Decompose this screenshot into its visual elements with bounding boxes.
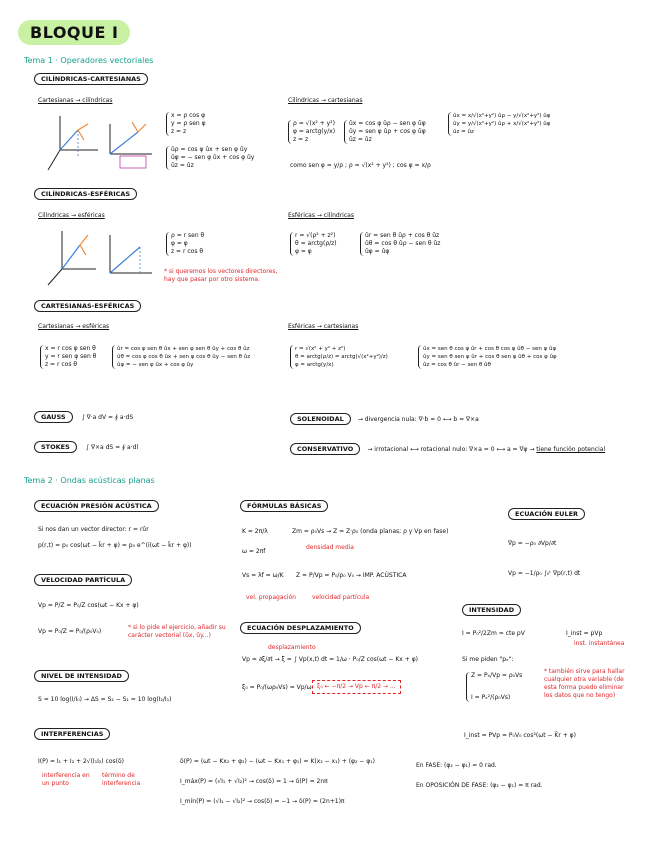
conservativo-eq: → irrotacional ⟷ rotacional nulo: ∇×a = 0 ⟷ a = ∇φ → — [367, 446, 537, 453]
interf-fase: En FASE: (φ₂ − φ₁) = 0 rad. — [416, 762, 497, 769]
spherical-diagram — [40, 225, 160, 289]
desplaz-eq2: ξ₀ = P₀/(ωρ₀Vs) = Vp/ω — [242, 684, 312, 691]
cil-cart-eq1-2: z = z — [171, 128, 187, 135]
cart-esf-req1-2: φ = arctg(y/x) — [295, 362, 334, 368]
cil-cart-right-sub: Cilíndricas → cartesianas — [288, 97, 363, 104]
cil-cart-req1-1: φ = arctg(y/x) — [293, 128, 336, 135]
pill-euler: ECUACIÓN EULER — [508, 508, 585, 520]
cart-esf-right-sub: Esféricas → cartesianas — [288, 323, 359, 330]
interf-eq2: δ(P) = (ωt − Kx₂ + φ₂) − (ωt − Kx₁ + φ₁) = K(x₂ − x₁) + (φ₂ − φ₁) — [180, 758, 375, 765]
pill-cil-cart: CILÍNDRICAS-CARTESIANAS — [34, 73, 148, 85]
pill-desplaz: ECUACIÓN DESPLAZAMIENTO — [240, 622, 361, 634]
intensidad-line: Si me piden "pₑ": — [462, 656, 514, 663]
solenoidal-eq: → divergencia nula: ∇·b = 0 ⟷ b = ∇×a — [357, 416, 479, 423]
cil-esf-eq1-0: ρ = r sen θ — [171, 232, 205, 239]
formulas-w: ω = 2πf — [242, 548, 266, 555]
velocidad-note: * si lo pide el ejercicio, añadir su carácter vectorial (ûx, ûy...) — [128, 624, 226, 639]
desplaz-eq1: Vp = ∂ξ/∂t → ξ = ∫ Vp(x,t) dt = 1/ω · P₀/Z cos(ωt − Kx + φ) — [242, 656, 418, 663]
cil-cart-req2-2: ûz = ûz — [349, 136, 372, 143]
cil-esf-req2-2: ûφ = ûφ — [365, 248, 390, 255]
pill-cil-esf: CILÍNDRICAS-ESFÉRICAS — [34, 188, 137, 200]
desplaz-eq1-note: desplazamiento — [268, 644, 316, 651]
cart-esf-eq1-1: y = r sen φ sen θ — [45, 353, 97, 360]
tema2-title: Tema 2 · Ondas acústicas planas — [24, 476, 155, 485]
pill-cart-esf: CARTESIANAS-ESFÉRICAS — [34, 300, 141, 312]
interf-note1: interferencia en un punto — [42, 772, 90, 787]
cil-esf-right-sub: Esféricas → cilíndricas — [288, 212, 354, 219]
cil-cart-req2-1: ûy = sen φ ûρ + cos φ ûφ — [349, 128, 426, 135]
cart-esf-eq2-0: ûr = cos φ sen θ ûx + sen φ sen θ ûy + cos θ ûz — [117, 346, 250, 352]
conservativo-tail: tiene función potencial — [536, 446, 606, 453]
cil-cart-eq2-2: ûz = ûz — [171, 162, 194, 169]
intensidad-eq2-1: I = Pₑ²/(ρ₀Vs) — [471, 694, 511, 701]
gauss-eq: ∫ ∇·a dV = ∮ a·dS — [81, 414, 134, 421]
cil-cart-eq1-0: x = ρ cos φ — [171, 112, 206, 119]
cart-esf-req2-1: ûy = sen θ sen φ ûr + cos θ sen φ ûθ + cos φ ûφ — [423, 354, 557, 360]
cil-cart-eq2-0: ûρ = cos φ ûx + sen φ ûy — [171, 146, 248, 153]
cil-esf-note: * si queremos los vectores directores, hay que pasar por otro sistema. — [164, 268, 278, 283]
cil-esf-req1-1: θ = arctg(ρ/z) — [295, 240, 337, 247]
cil-esf-eq1-1: φ = φ — [171, 240, 188, 247]
formulas-z: Z = P/Vp = P₀/ρ₀ V₀ → IMP. ACÚSTICA — [296, 572, 407, 579]
cil-cart-req1-0: ρ = √(x² + y²) — [293, 120, 335, 127]
intensidad-eq1: I = P₀²/2Zm = cte pV — [462, 630, 525, 637]
cil-cart-eq2-1: ûφ = − sen φ ûx + cos φ ûy — [171, 154, 255, 161]
interf-eq3: I_máx(P) = (√I₁ + √I₂)² → cos(δ) = 1 → δ(P) = 2nπ — [180, 778, 328, 785]
cil-esf-req2-0: ûr = sen θ ûρ + cos θ ûz — [365, 232, 440, 239]
velocidad-eq1: Vp = P/Z = P₀/Z cos(ωt − Kx + φ) — [38, 602, 139, 609]
cart-esf-eq2-2: ûφ = − sen φ ûx + cos φ ûy — [117, 362, 194, 368]
cil-cart-req1-2: z = z — [293, 136, 309, 143]
cil-cart-req2-0: ûx = cos φ ûρ − sen φ ûφ — [349, 120, 426, 127]
pill-velocidad: VELOCIDAD PARTÍCULA — [34, 574, 132, 586]
cart-esf-eq1-2: z = r cos θ — [45, 361, 78, 368]
cil-cart-req3-0: ûx = x/√(x²+y²) ûρ − y/√(x²+y²) ûφ — [453, 113, 551, 119]
interf-eq4: I_mín(P) = (√I₁ − √I₂)² → cos(δ) = −1 → δ(P) = (2n+1)π — [180, 798, 345, 805]
formulas-vel-part: velocidad partícula — [312, 594, 370, 601]
cil-cart-como: como sen φ = y/ρ ; ρ = √(x² + y²) ; cos φ = x/ρ — [290, 162, 431, 169]
pill-interferencias: INTERFERENCIAS — [34, 728, 110, 740]
intensidad-eq1b-note: inst. instantánea — [574, 640, 625, 647]
cart-esf-left-sub: Cartesianas → esféricas — [38, 323, 110, 330]
page-title: BLOQUE I — [18, 20, 130, 45]
cil-cart-eq1-1: y = ρ sen φ — [171, 120, 206, 127]
cil-esf-req1-0: r = √(ρ² + z²) — [295, 232, 336, 239]
nivel-eq: S = 10 log(I/I₀) → ΔS = S₂ − S₁ = 10 log(I₂/I₁) — [38, 696, 172, 703]
cil-cart-req3-1: ûy = y/√(x²+y²) ûρ + x/√(x²+y²) ûφ — [453, 121, 551, 127]
pill-nivel: NIVEL DE INTENSIDAD — [34, 670, 129, 682]
pill-stokes: STOKES — [34, 441, 77, 453]
formulas-vs: Vs = λf = ω/K — [242, 572, 284, 579]
cil-esf-eq1-2: z = r cos θ — [171, 248, 204, 255]
cil-cart-req3-2: ûz = ûz — [453, 129, 474, 135]
interf-oposicion: En OPOSICIÓN DE FASE: (φ₂ − φ₁) = π rad. — [416, 782, 543, 789]
cart-esf-req2-2: ûz = cos θ ûr − sen θ ûθ — [423, 362, 491, 368]
formulas-zm-note: densidad media — [306, 544, 354, 551]
pill-conservativo: CONSERVATIVO — [290, 443, 360, 455]
cart-esf-eq1-0: x = r cos φ sen θ — [45, 345, 96, 352]
intensidad-eq3: I_inst = PVp = P₀V₀ cos²(ωt − K̄r + φ) — [464, 732, 576, 739]
pill-solenoidal: SOLENOIDAL — [290, 413, 351, 425]
cil-esf-req2-1: ûθ = cos θ ûρ − sen θ ûz — [365, 240, 441, 247]
intensidad-eq2-0: Z = Pₑ/Vp = ρ₀Vs — [471, 672, 523, 679]
formulas-zm: Zm = ρ₀Vs → Z = Z·ρ₀ (onda planas; ρ y Vp en fase) — [292, 528, 449, 535]
cil-cart-left-sub: Cartesianas → cilíndricas — [38, 97, 113, 104]
interf-note2: término de interferencia — [102, 772, 141, 787]
cil-esf-left-sub: Cilíndricas → esféricas — [38, 212, 105, 219]
tema1-title: Tema 1 · Operadores vectoriales — [24, 56, 154, 65]
cart-esf-req1-0: r = √(x² + y² + z²) — [295, 346, 346, 352]
intensidad-note: * también sirve para hallar cualquier otra variable (de esta forma puedo eliminar los datos que no tengo) — [544, 668, 625, 699]
stokes-eq: ∫ ∇×a dS = ∮ a·dl — [85, 444, 139, 451]
euler-eq1: ∇p = −ρ₀ ∂Vp/∂t — [508, 540, 557, 547]
interf-eq1: I(P) = I₁ + I₂ + 2√(I₁I₂) cos(δ) — [38, 758, 124, 765]
cart-esf-req1-1: θ = arctg(ρ/z) = arctg(√(x²+y²)/z) — [295, 354, 388, 360]
pill-gauss: GAUSS — [34, 411, 73, 423]
desplaz-eq2-box: ξ₀ ← −π/2 → Vp ← π/2 → ... — [312, 680, 401, 694]
euler-eq2: Vp = −1/ρ₀ ∫₀ᵗ ∇p(r,t) dt — [508, 570, 581, 577]
presion-line2: p(r,t) = p₀ cos(ωt − k̄r + φ) = p₀ e^(i(ωt − k̄r + φ)) — [38, 542, 192, 549]
presion-line1: Si nos dan un vector director: r = rûr — [38, 526, 149, 533]
intensidad-eq1b: I_inst = pVp — [566, 630, 603, 637]
pill-intensidad: INTENSIDAD — [462, 604, 521, 616]
formulas-vel-prop: vel. propagación — [246, 594, 296, 601]
cart-esf-eq2-1: ûθ = cos φ cos θ ûx + sen φ cos θ ûy − sen θ ûz — [117, 354, 251, 360]
cil-esf-req1-2: φ = φ — [295, 248, 312, 255]
velocidad-eq2: Vp = P₀/Z = P₀/(ρ₀V₀) — [38, 628, 102, 635]
pill-formulas: FÓRMULAS BÁSICAS — [240, 500, 328, 512]
cylindrical-diagram — [40, 110, 160, 176]
pill-presion: ECUACIÓN PRESIÓN ACÚSTICA — [34, 500, 159, 512]
cart-esf-req2-0: ûx = sen θ cos φ ûr + cos θ cos φ ûθ − sen φ ûφ — [423, 346, 557, 352]
formulas-k: K = 2π/λ — [242, 528, 268, 535]
